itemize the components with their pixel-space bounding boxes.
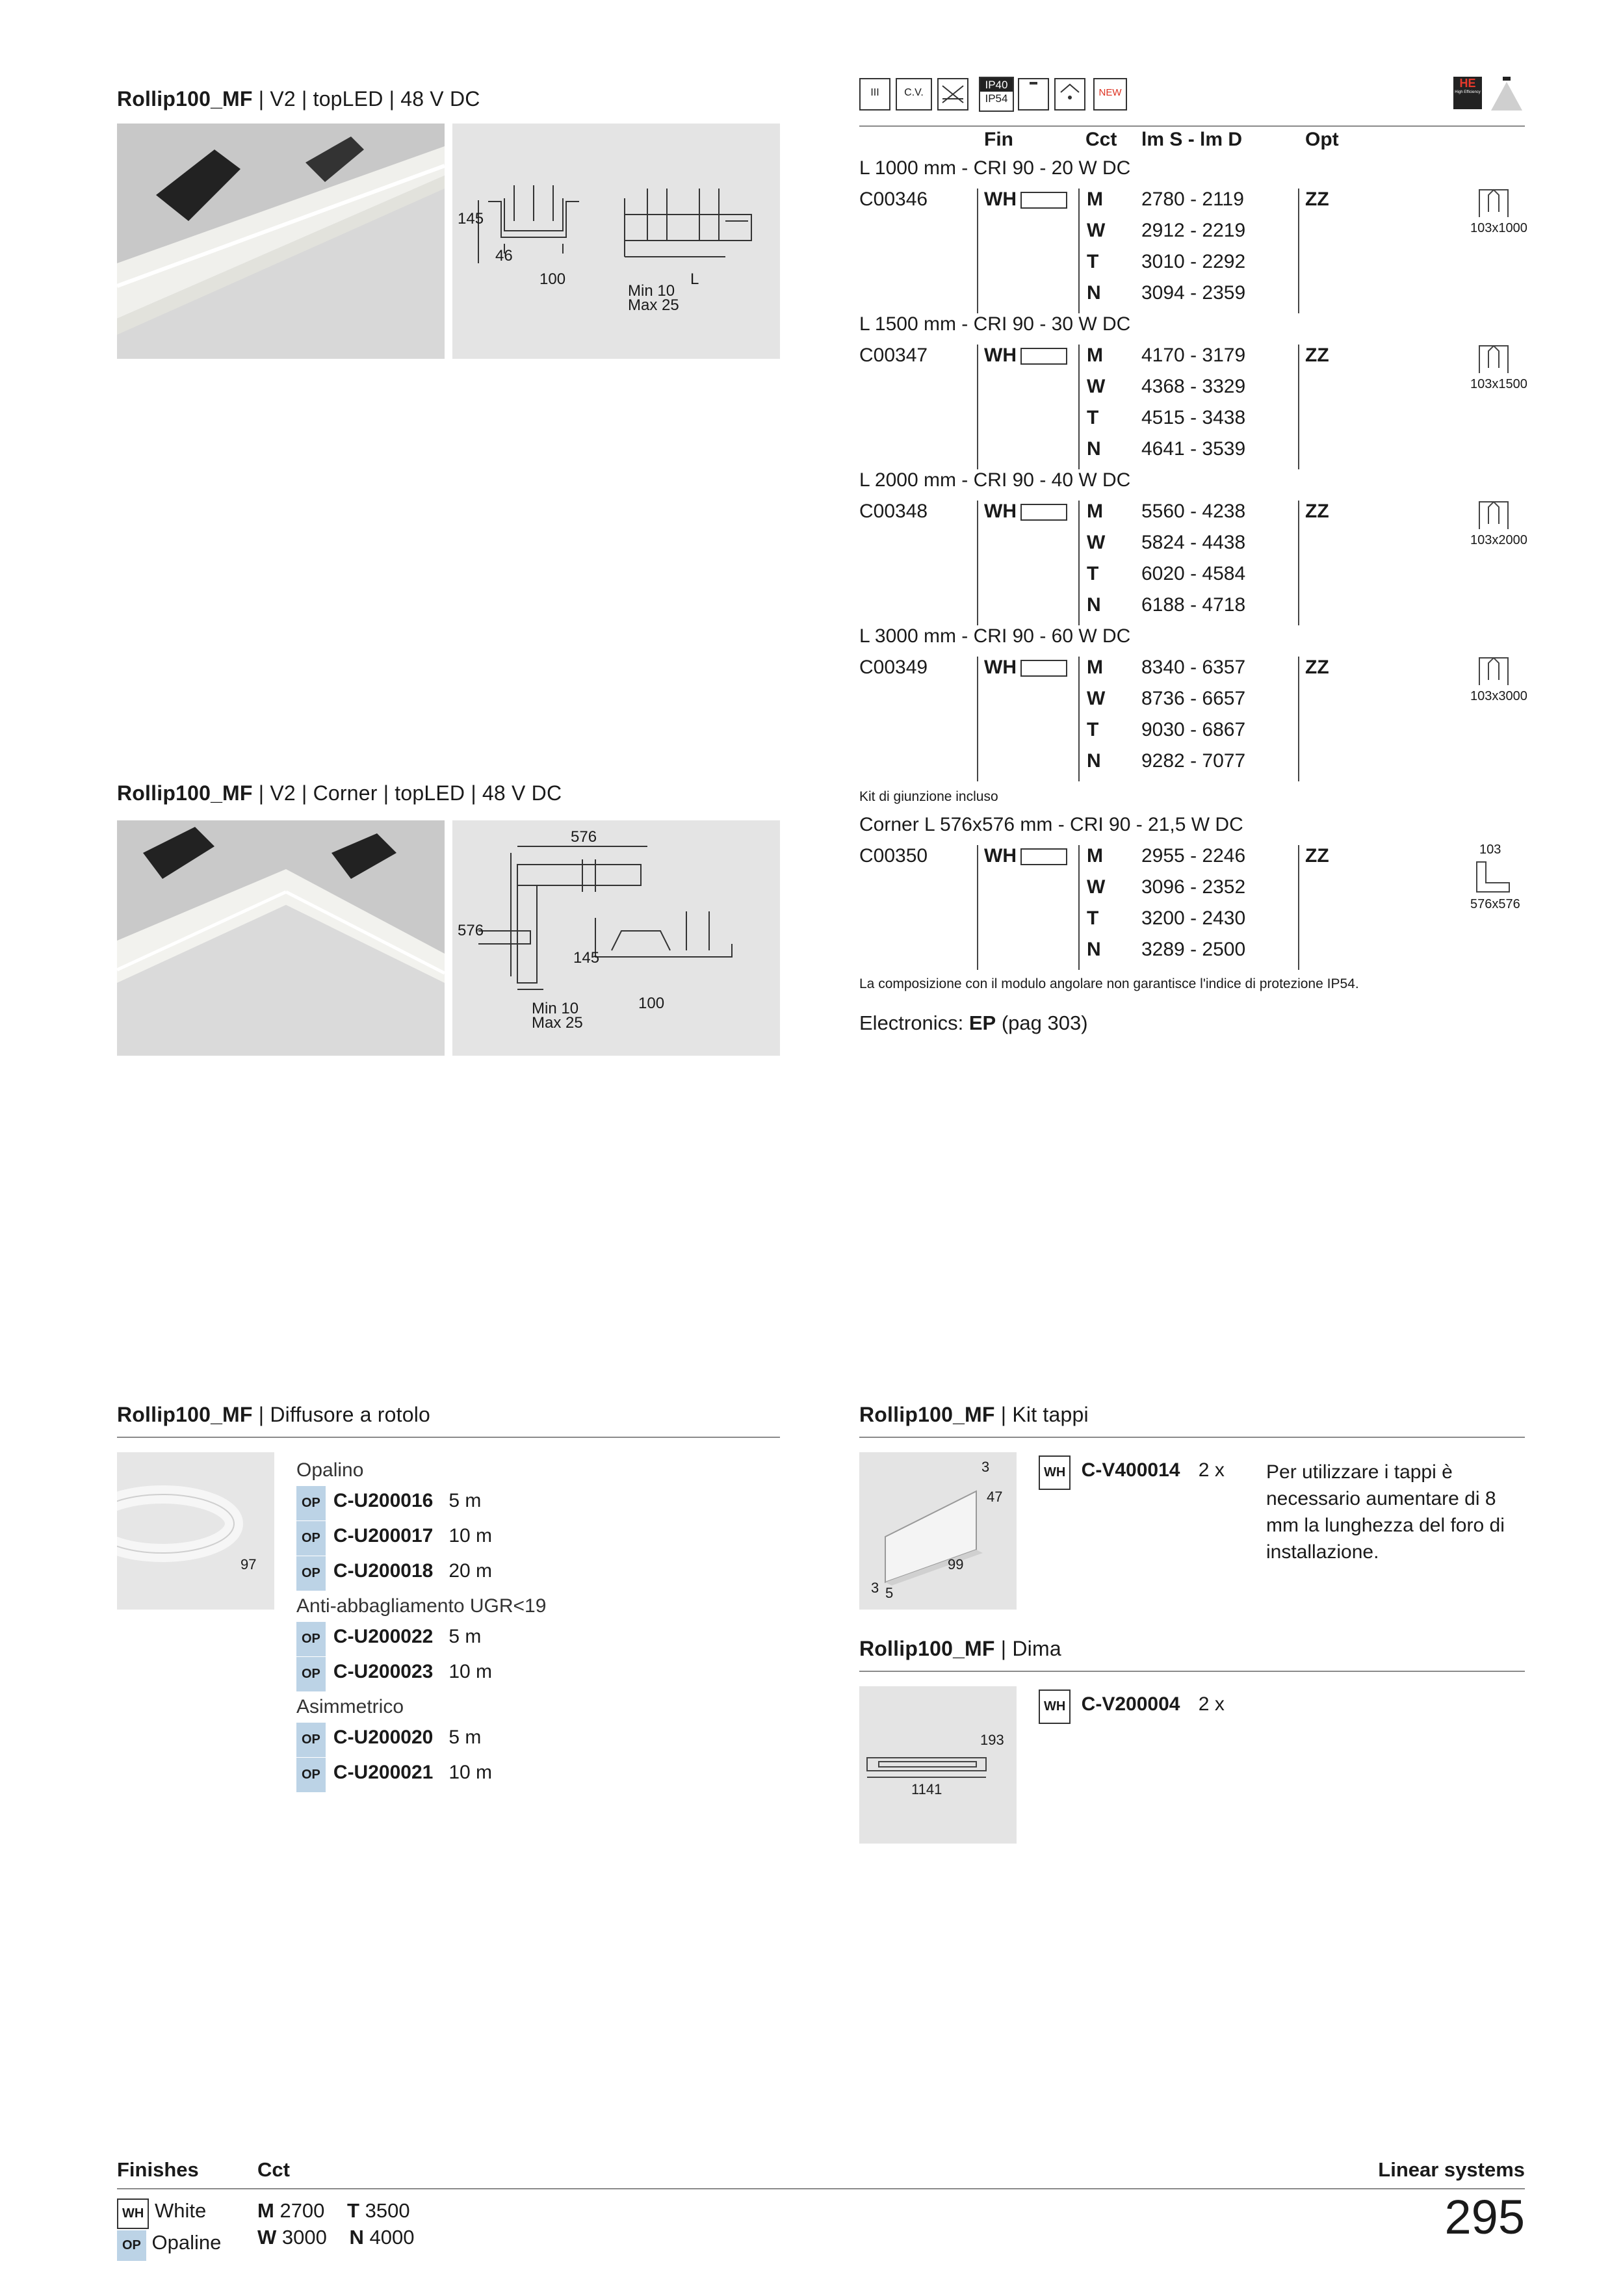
corner-cct-code: N (1087, 939, 1101, 960)
dima-code[interactable]: C-V200004 (1081, 1693, 1180, 1715)
diffusore-rule (117, 1437, 780, 1438)
finish-swatch (1020, 192, 1067, 209)
diffusore-finish-tag: OP (296, 1486, 326, 1520)
column-divider (977, 845, 978, 970)
diffusore-item (296, 1722, 546, 1757)
dim-min: Min 10 (628, 282, 675, 300)
lumen-value: 4641 - 3539 (1141, 438, 1246, 460)
product-1-spec: | V2 | topLED | 48 V DC (252, 87, 480, 111)
header-opt: Opt (1305, 129, 1339, 150)
lumen-value: 5560 - 4238 (1141, 501, 1246, 522)
diffusore-code[interactable]: C-U200018 (333, 1560, 434, 1582)
diffusore-name: Rollip100_MF (117, 1403, 253, 1426)
footer-section: Linear systems (1378, 2158, 1525, 2181)
column-divider (1078, 501, 1080, 625)
column-divider (1298, 345, 1299, 469)
diffusore-code[interactable]: C-U200017 (333, 1525, 434, 1546)
column-divider (1298, 501, 1299, 625)
diffusore-code[interactable]: C-U200020 (333, 1727, 434, 1748)
corner-lumen-value: 3096 - 2352 (1141, 876, 1246, 898)
cct-w-key: W (257, 2226, 277, 2249)
column-divider (1078, 845, 1080, 970)
diffusore-finish-tag: OP (296, 1556, 326, 1591)
diffusore-finish-tag: OP (296, 1758, 326, 1792)
header-fin: Fin (984, 129, 1013, 150)
corner-dim-left: 576 (458, 922, 484, 939)
no-insulation-glyph (940, 79, 966, 105)
cct-code: T (1087, 563, 1099, 584)
kit-note: Kit di giunzione incluso (859, 789, 998, 804)
dima-rule (859, 1671, 1525, 1672)
column-divider (1078, 345, 1080, 469)
kit-tappi-name: Rollip100_MF (859, 1403, 995, 1426)
kit-dim-3: 3 (981, 1459, 990, 1475)
finish-cell (984, 657, 1067, 679)
dima-spec: | Dima (994, 1637, 1061, 1660)
footer-cct-table (257, 2197, 414, 2250)
column-divider (977, 501, 978, 625)
dim-145: 145 (458, 210, 484, 228)
lumen-value: 5824 - 4438 (1141, 532, 1246, 553)
cct-code: W (1087, 532, 1106, 553)
product-1-photo (117, 124, 445, 359)
diffusore-title (117, 1403, 430, 1427)
recessed-icon (1018, 78, 1049, 111)
corner-cct-code: W (1087, 876, 1106, 898)
diffusore-item (296, 1556, 546, 1591)
corner-dim-top: 576 (571, 828, 597, 846)
diffusore-length: 5 m (448, 1490, 482, 1511)
kit-tappi-note: Per utilizzare i tappi è necessario aumentare di 8 mm la lunghezza del foro di installazione. (1266, 1461, 1505, 1563)
dim-max: Max 25 (628, 296, 679, 314)
product-2-spec: | V2 | Corner | topLED | 48 V DC (252, 781, 562, 805)
lumen-value: 9282 - 7077 (1141, 750, 1246, 772)
no-insulation-icon (937, 78, 968, 111)
cct-n-key: N (349, 2226, 364, 2249)
finish-code: WH (984, 345, 1017, 366)
dima-dim-1141: 1141 (911, 1781, 942, 1797)
diffusore-roll-art (117, 1452, 274, 1610)
electronics-label: Electronics: (859, 1011, 969, 1034)
ip-rating-bottom: IP54 (985, 92, 1008, 105)
column-divider (1298, 657, 1299, 781)
ceiling-mount-icon (1054, 78, 1085, 111)
dima-name: Rollip100_MF (859, 1637, 995, 1660)
diffusore-length: 5 m (448, 1626, 482, 1647)
diffusore-photo (117, 1452, 274, 1610)
column-divider (1078, 189, 1080, 313)
option-code: ZZ (1305, 501, 1329, 522)
cct-code: M (1087, 345, 1103, 366)
kit-tappi-cap-art (859, 1452, 1017, 1610)
corner-finish-code: WH (984, 845, 1017, 867)
corner-profile-size-label: 576x576 (1470, 897, 1520, 911)
diffusore-code[interactable]: C-U200016 (333, 1490, 434, 1511)
dima-template-art (859, 1686, 1017, 1844)
new-badge (1093, 78, 1127, 111)
footer-rule (117, 2188, 1525, 2189)
dima-title (859, 1637, 1061, 1661)
diffusore-spec: | Diffusore a rotolo (252, 1403, 431, 1426)
cct-code: T (1087, 251, 1099, 272)
lumen-value: 9030 - 6867 (1141, 719, 1246, 740)
kit-tappi-qty: 2 x (1198, 1459, 1225, 1481)
diffusore-item (296, 1757, 546, 1792)
lumen-value: 2780 - 2119 (1141, 189, 1244, 210)
product-code[interactable]: C00349 (859, 657, 928, 678)
cct-n-val: 4000 (369, 2226, 415, 2249)
finish-white-name: White (154, 2199, 207, 2222)
finish-code: WH (984, 657, 1017, 678)
corner-lumen-value: 2955 - 2246 (1141, 845, 1246, 867)
column-divider (1078, 657, 1080, 781)
ceiling-mount-glyph (1057, 79, 1083, 105)
he-label: HE (1459, 77, 1476, 90)
cct-t-val: 3500 (365, 2199, 410, 2222)
finish-white-tag: WH (117, 2198, 149, 2229)
finish-code: WH (984, 189, 1017, 210)
cct-row-2 (257, 2224, 414, 2250)
ip-note: La composizione con il modulo angolare non garantisce l'indice di protezione IP54. (859, 976, 1359, 991)
page-number: 295 (1444, 2190, 1525, 2244)
diffusore-finish-tag: OP (296, 1657, 326, 1691)
cct-code: M (1087, 657, 1103, 678)
kit-dim-99: 99 (948, 1556, 964, 1572)
cct-code: T (1087, 407, 1099, 428)
product-2-photo (117, 820, 445, 1056)
ip-rating-top: IP40 (980, 78, 1013, 92)
cct-code: N (1087, 438, 1101, 460)
corner-header: Corner L 576x576 mm - CRI 90 - 21,5 W DC (859, 814, 1243, 835)
cct-code: W (1087, 376, 1106, 397)
lumen-value: 4515 - 3438 (1141, 407, 1246, 428)
diffusore-item (296, 1656, 546, 1691)
finish-cell (984, 345, 1067, 367)
product-1-name: Rollip100_MF (117, 87, 253, 111)
product-2-name: Rollip100_MF (117, 781, 253, 805)
diffusore-code[interactable]: C-U200023 (333, 1661, 434, 1682)
profile-size-label: 103x1000 (1470, 221, 1527, 235)
class-iii-icon (859, 78, 890, 111)
footer-finishes-label: Finishes (117, 2158, 199, 2181)
corner-dim-100: 100 (638, 995, 665, 1012)
lumen-value: 2912 - 2219 (1141, 220, 1246, 241)
product-code[interactable]: C00347 (859, 345, 928, 366)
cct-code: W (1087, 220, 1106, 241)
high-efficiency-badge (1453, 77, 1482, 109)
electronics-code[interactable]: EP (968, 1011, 996, 1034)
profile-icon (1477, 498, 1511, 530)
he-sub-label: High Efficiency (1455, 90, 1481, 94)
diffusore-length: 10 m (448, 1661, 493, 1682)
product-2-title (117, 781, 562, 805)
diffusore-length: 10 m (448, 1525, 493, 1546)
kit-dim-47: 47 (987, 1489, 1003, 1505)
finish-swatch (1020, 504, 1067, 521)
corner-lumen-value: 3200 - 2430 (1141, 907, 1246, 929)
diffusore-code[interactable]: C-U200021 (333, 1762, 434, 1783)
diffusore-finish-tag: OP (296, 1622, 326, 1656)
cct-code: W (1087, 688, 1106, 709)
profile-size-label: 103x2000 (1470, 533, 1527, 547)
cct-code: M (1087, 501, 1103, 522)
diffusore-item (296, 1621, 546, 1656)
product-code[interactable]: C00348 (859, 501, 928, 522)
diffusore-group-name: Opalino (296, 1459, 364, 1481)
cct-code: N (1087, 282, 1101, 304)
diffusore-length: 10 m (448, 1762, 493, 1783)
group-header: L 3000 mm - CRI 90 - 60 W DC (859, 625, 1131, 647)
corner-option-code: ZZ (1305, 845, 1329, 867)
finish-opaline-tag: OP (117, 2230, 146, 2261)
lumen-value: 8736 - 6657 (1141, 688, 1246, 709)
lumen-value: 4368 - 3329 (1141, 376, 1246, 397)
diffusore-finish-tag: OP (296, 1723, 326, 1757)
kit-tappi-title (859, 1403, 1089, 1427)
corner-dim-145: 145 (573, 949, 600, 967)
table-top-rule (859, 125, 1525, 127)
option-code: ZZ (1305, 345, 1329, 366)
column-divider (977, 345, 978, 469)
lumen-value: 8340 - 6357 (1141, 657, 1246, 678)
dima-dim-193: 193 (980, 1732, 1004, 1748)
group-header: L 2000 mm - CRI 90 - 40 W DC (859, 469, 1131, 491)
cct-code: M (1087, 189, 1103, 210)
ip-rating-icon (979, 77, 1014, 112)
kit-tappi-rule (859, 1437, 1525, 1438)
finish-cell (984, 189, 1067, 211)
kit-tappi-drawing (859, 1452, 1017, 1610)
dim-100: 100 (539, 270, 566, 288)
product-2-corner-drawing (452, 820, 780, 1056)
beam-icon (1488, 77, 1525, 111)
diffusore-dim-97: 97 (240, 1556, 257, 1572)
finish-swatch (1020, 660, 1067, 677)
corner-finish-swatch (1020, 848, 1067, 865)
cct-code: T (1087, 719, 1099, 740)
finish-white (117, 2197, 221, 2229)
profile-size-label: 103x1500 (1470, 377, 1527, 391)
column-divider (977, 657, 978, 781)
cct-m-key: M (257, 2199, 274, 2222)
profile-icon (1477, 186, 1511, 218)
dima-finish-tag: WH (1039, 1689, 1071, 1724)
finish-cell (984, 501, 1067, 523)
kit-dim-3b: 3 (871, 1580, 879, 1596)
electronics-page: (pag 303) (996, 1011, 1088, 1034)
finish-opaline-name: Opaline (151, 2231, 222, 2254)
profile-icon (1477, 342, 1511, 374)
header-cct: Cct (1085, 129, 1117, 150)
diffusore-list (296, 1455, 546, 1792)
dim-46: 46 (495, 247, 513, 265)
diffusore-group-name: Anti-abbagliamento UGR<19 (296, 1595, 547, 1617)
finish-swatch (1020, 348, 1067, 365)
diffusore-item (296, 1485, 546, 1520)
header-lm: lm S - lm D (1141, 129, 1243, 150)
class-iii-label: III (870, 87, 879, 98)
dim-l: L (690, 270, 699, 288)
diffusore-length: 20 m (448, 1560, 493, 1582)
corner-lumen-value: 3289 - 2500 (1141, 939, 1246, 960)
cv-icon (896, 78, 932, 111)
product-2-photo-art (117, 820, 445, 1056)
beam-glyph (1488, 77, 1525, 111)
kit-tappi-code[interactable]: C-V400014 (1081, 1459, 1180, 1481)
profile-size-label: 103x3000 (1470, 689, 1527, 703)
column-divider (1298, 845, 1299, 970)
kit-tappi-spec: | Kit tappi (994, 1403, 1089, 1426)
corner-dim-min: Min 10 (532, 1000, 579, 1017)
dima-item (1039, 1689, 1225, 1724)
corner-profile-icon (1473, 859, 1512, 894)
lumen-value: 4170 - 3179 (1141, 345, 1246, 366)
diffusore-finish-tag: OP (296, 1521, 326, 1556)
cct-row-1 (257, 2197, 414, 2224)
lumen-value: 6188 - 4718 (1141, 594, 1246, 616)
option-code: ZZ (1305, 657, 1329, 678)
column-divider (977, 189, 978, 313)
corner-cct-code: T (1087, 907, 1099, 929)
diffusore-item (296, 1520, 546, 1556)
kit-dim-5: 5 (885, 1585, 894, 1601)
cct-code: N (1087, 594, 1101, 616)
finish-opaline (117, 2229, 221, 2261)
cv-label: C.V. (904, 87, 924, 98)
group-header: L 1000 mm - CRI 90 - 20 W DC (859, 157, 1131, 179)
corner-product-code[interactable]: C00350 (859, 845, 928, 867)
profile-icon (1477, 654, 1511, 686)
dima-drawing (859, 1686, 1017, 1844)
group-header: L 1500 mm - CRI 90 - 30 W DC (859, 313, 1131, 335)
corner-cct-code: M (1087, 845, 1103, 867)
cct-code: N (1087, 750, 1101, 772)
footer-finishes (117, 2197, 221, 2261)
dima-qty: 2 x (1198, 1693, 1225, 1715)
lumen-value: 6020 - 4584 (1141, 563, 1246, 584)
new-label: NEW (1098, 87, 1122, 98)
corner-finish-cell (984, 845, 1067, 867)
corner-icon-top-label: 103 (1479, 842, 1501, 857)
product-2-drawing (452, 820, 780, 1056)
cct-t-key: T (347, 2199, 359, 2222)
diffusore-length: 5 m (448, 1727, 482, 1748)
finish-code: WH (984, 501, 1017, 522)
corner-dim-max: Max 25 (532, 1014, 583, 1032)
recessed-glyph (1020, 79, 1046, 105)
kit-tappi-item (1039, 1455, 1225, 1490)
electronics-line (859, 1011, 1088, 1035)
cct-m-val: 2700 (279, 2199, 325, 2222)
product-1-drawing (452, 124, 780, 359)
diffusore-code[interactable]: C-U200022 (333, 1626, 434, 1647)
cct-w-val: 3000 (281, 2226, 327, 2249)
footer-cct-label: Cct (257, 2158, 290, 2181)
kit-tappi-finish-tag: WH (1039, 1455, 1071, 1490)
product-1-photo-art (117, 124, 445, 359)
lumen-value: 3010 - 2292 (1141, 251, 1246, 272)
product-code[interactable]: C00346 (859, 189, 928, 210)
column-divider (1298, 189, 1299, 313)
lumen-value: 3094 - 2359 (1141, 282, 1246, 304)
diffusore-group-name: Asimmetrico (296, 1696, 404, 1717)
option-code: ZZ (1305, 189, 1329, 210)
product-1-section-drawing (452, 124, 780, 359)
product-1-title (117, 87, 480, 111)
